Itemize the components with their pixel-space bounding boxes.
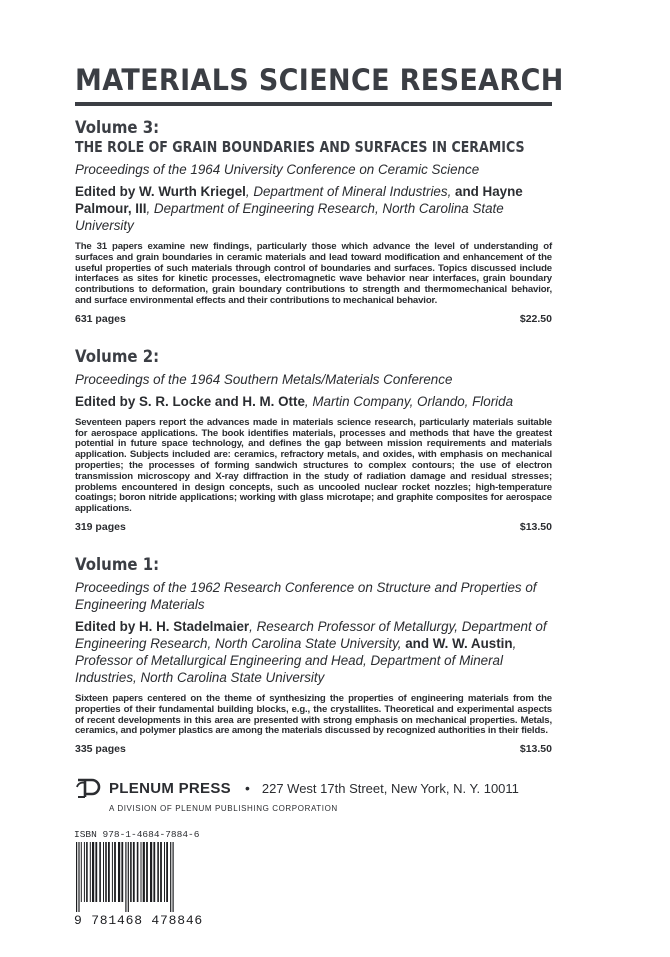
barcode-bar — [118, 842, 120, 902]
barcode-bar — [86, 842, 88, 902]
volume-proceedings: Proceedings of the 1964 Southern Metals/Materials Conference — [75, 371, 453, 387]
volume-subtitle: THE ROLE OF GRAIN BOUNDARIES AND SURFACES IN CERAMICS — [75, 138, 525, 156]
volume-description: Seventeen papers report the advances made in materials science research, particularly materials suitable for aerospace applications. The book identifies materials, processes and methods that have the greatest potential in future space technology, and defines the gap between mission requirements and materials application. Subjects included are: ceramics, refractory metals, and oxides, with emphasis on mechanical properties; the processes of forming sandwich structures to complex contours; the use of electron transmission microscopy and X-ray diffraction in the study of radiation damage and residual stresses; problems encountered in design concepts, such as uncooled nuclear rocket nozzles; high-temperature coatings; boron nitride applications; working with glass microtape; and graphite composites for aerospace applications. — [75, 416, 552, 515]
barcode-bar — [95, 842, 97, 902]
publisher-line — [75, 778, 552, 798]
plenum-logo-icon — [75, 778, 103, 798]
barcode-bar — [141, 842, 142, 902]
volume-section — [75, 555, 552, 755]
barcode-bar — [146, 842, 148, 902]
volume-meta — [75, 313, 552, 325]
editor-text: Edited by W. Wurth Kriegel — [75, 184, 246, 199]
volume-description: Sixteen papers centered on the theme of synthesizing the properties of engineering materials from the properties of their fundamental building blocks, e.g., the crystallites. Theoretical and experimental aspects of recent developments in this area are presented with strong emphasis on mechanical properties. Metals, ceramics, and polymer plastics are among the materials discussed by recognized authorities in their fields. — [75, 692, 552, 737]
editor-text: and Hayne Palmour, III — [75, 184, 523, 216]
barcode-bar — [105, 842, 107, 902]
barcode-bar — [108, 842, 110, 902]
barcode-bar — [103, 842, 104, 902]
publisher-bullet: • — [244, 780, 250, 796]
publisher-division: A DIVISION OF PLENUM PUBLISHING CORPORATION — [109, 804, 338, 813]
volume-list — [75, 118, 552, 755]
barcode-bar — [78, 842, 79, 912]
publisher-block — [75, 778, 552, 813]
barcode-bar — [166, 842, 168, 902]
editor-text: Edited by H. H. Stadelmaier — [75, 618, 250, 634]
barcode-digits: 9 781468 478846 — [74, 913, 204, 928]
volume-section — [75, 347, 552, 533]
barcode-bar — [84, 842, 85, 902]
barcode-bar — [121, 842, 123, 902]
barcode-bar — [112, 842, 113, 902]
volume-description: The 31 papers examine new findings, particularly those which advance the level of understanding of surfaces and grain boundaries in ceramic materials and lead toward modification and enhancement of the useful properties of such materials through control of boundaries and surfaces. Topics discussed include interfaces as sites for kinetic processes, electromagnetic wave behavior near interfaces, grain boundary contributions to deformation, grain boundary contributions to strength and thermomechanical behavior, and surface environmental effects and their contributions to mechanical behavior. — [75, 241, 552, 306]
barcode-bar — [137, 842, 139, 902]
editor-text: , Professor of Metallurgical Engineering and Head, Department of Mineral Industries, North Carolina State University — [75, 635, 517, 685]
barcode-bar — [153, 842, 155, 902]
barcode-bar — [114, 842, 116, 902]
volume-pages: 335 pages — [75, 743, 126, 756]
barcode-bar — [157, 842, 159, 902]
editor-text: , Martin Company, Orlando, Florida — [304, 393, 514, 409]
volume-pages: 631 pages — [75, 312, 126, 325]
volume-pages: 319 pages — [75, 520, 126, 533]
publisher-address: 227 West 17th Street, New York, N. Y. 10011 — [261, 780, 519, 796]
barcode-bar — [99, 842, 101, 902]
barcode-bar — [173, 842, 174, 912]
barcode — [74, 842, 220, 912]
volume-editors — [75, 618, 552, 686]
barcode-bar — [164, 842, 165, 902]
editor-text: and W. W. Austin — [405, 635, 513, 651]
barcode-bar — [90, 842, 91, 902]
volume-editors — [75, 183, 552, 234]
volume-proceedings: Proceedings of the 1962 Research Conference on Structure and Properties of Engineering Materials — [75, 579, 537, 612]
volume-price: $13.50 — [519, 520, 552, 533]
barcode-bar — [143, 842, 145, 902]
barcode-bar — [130, 842, 132, 902]
volume-meta — [75, 521, 552, 533]
barcode-bar — [160, 842, 162, 902]
editor-text: , Department of Mineral Industries, — [245, 184, 456, 199]
editor-text: Edited by S. R. Locke and H. M. Otte — [75, 393, 305, 409]
barcode-bar — [128, 842, 129, 912]
volume-price: $13.50 — [519, 743, 552, 756]
volume-label: Volume 3: — [75, 118, 160, 138]
barcode-bar — [125, 842, 126, 912]
title-rule — [75, 102, 552, 106]
barcode-bar — [133, 842, 135, 902]
barcode-bar — [76, 842, 77, 912]
volume-proceedings: Proceedings of the 1964 University Conference on Ceramic Science — [75, 162, 480, 177]
barcode-bar — [150, 842, 152, 902]
series-title: MATERIALS SCIENCE RESEARCH — [75, 63, 564, 97]
volume-label: Volume 1: — [75, 554, 160, 575]
editor-text: , Department of Engineering Research, North Carolina State University — [75, 201, 504, 233]
volume-editors — [75, 393, 552, 410]
volume-price: $22.50 — [519, 312, 552, 325]
barcode-bar — [81, 842, 82, 902]
isbn-label: ISBN 978-1-4684-7884-6 — [74, 829, 200, 840]
barcode-bar — [170, 842, 171, 912]
volume-section — [75, 118, 552, 325]
publisher-name: PLENUM PRESS — [109, 779, 231, 797]
barcode-bar — [92, 842, 94, 902]
editor-text: , Research Professor of Metallurgy, Department of Engineering Research, North Carolina State University, — [75, 618, 547, 651]
isbn-block — [74, 829, 224, 928]
volume-label: Volume 2: — [75, 346, 160, 367]
volume-meta — [75, 743, 552, 755]
page-content — [75, 62, 564, 756]
